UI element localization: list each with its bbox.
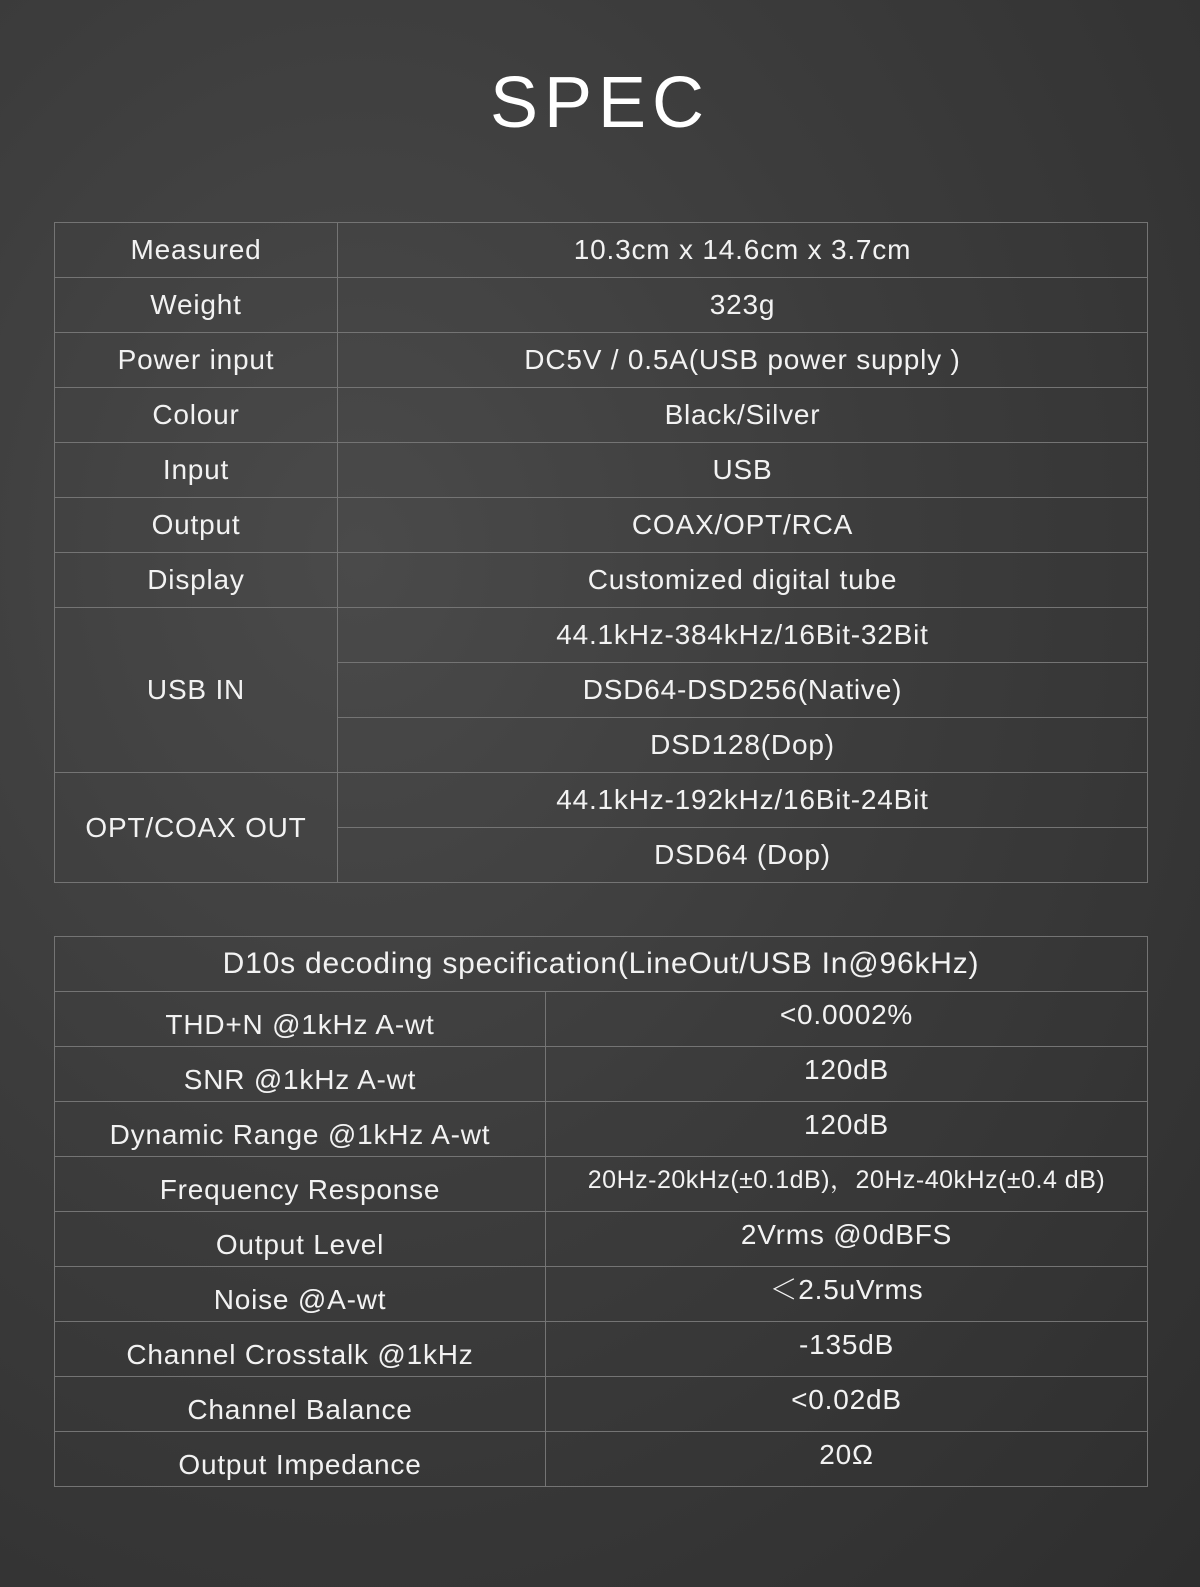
decoding-table-header: D10s decoding specification(LineOut/USB In@96kHz)	[55, 937, 1148, 992]
spec-value-output: COAX/OPT/RCA	[338, 498, 1148, 553]
decoding-value-channel-balance: <0.02dB	[546, 1377, 1148, 1432]
spec-value-usb-in-pcm: 44.1kHz-384kHz/16Bit-32Bit	[338, 608, 1148, 663]
decoding-value-output-level: 2Vrms @0dBFS	[546, 1212, 1148, 1267]
spec-value-power-input: DC5V / 0.5A(USB power supply )	[338, 333, 1148, 388]
spec-value-weight: 323g	[338, 278, 1148, 333]
decoding-param-snr: SNR @1kHz A-wt	[55, 1047, 546, 1102]
decoding-param-output-impedance: Output Impedance	[55, 1432, 546, 1487]
spec-label-output: Output	[55, 498, 338, 553]
decoding-param-frequency-response: Frequency Response	[55, 1157, 546, 1212]
spec-label-input: Input	[55, 443, 338, 498]
spec-value-measured: 10.3cm x 14.6cm x 3.7cm	[338, 223, 1148, 278]
decoding-param-thd-n: THD+N @1kHz A-wt	[55, 992, 546, 1047]
decoding-param-noise: Noise @A-wt	[55, 1267, 546, 1322]
spec-value-usb-in-dsd-dop: DSD128(Dop)	[338, 718, 1148, 773]
spec-value-colour: Black/Silver	[338, 388, 1148, 443]
table-row	[55, 443, 1148, 498]
decoding-value-thd-n: <0.0002%	[546, 992, 1148, 1047]
table-row	[55, 992, 1148, 1047]
table-row	[55, 333, 1148, 388]
spec-label-power-input: Power input	[55, 333, 338, 388]
spec-table	[54, 222, 1148, 883]
spec-value-opt-coax-out-pcm: 44.1kHz-192kHz/16Bit-24Bit	[338, 773, 1148, 828]
decoding-value-noise: ＜2.5uVrms	[546, 1267, 1148, 1322]
spec-label-measured: Measured	[55, 223, 338, 278]
table-row	[55, 498, 1148, 553]
spec-value-display: Customized digital tube	[338, 553, 1148, 608]
table-row	[55, 1432, 1148, 1487]
table-row	[55, 608, 1148, 663]
table-row	[55, 1267, 1148, 1322]
table-row	[55, 1322, 1148, 1377]
table-row	[55, 278, 1148, 333]
table-row	[55, 223, 1148, 278]
decoding-value-dynamic-range: 120dB	[546, 1102, 1148, 1157]
decoding-spec-table	[54, 936, 1148, 1487]
table-row	[55, 1212, 1148, 1267]
decoding-value-output-impedance: 20Ω	[546, 1432, 1148, 1487]
spec-label-opt-coax-out: OPT/COAX OUT	[55, 773, 338, 883]
decoding-value-frequency-response: 20Hz-20kHz(±0.1dB)，20Hz-40kHz(±0.4 dB)	[546, 1157, 1148, 1212]
table-row	[55, 1047, 1148, 1102]
spec-value-usb-in-dsd-native: DSD64-DSD256(Native)	[338, 663, 1148, 718]
decoding-param-channel-crosstalk: Channel Crosstalk @1kHz	[55, 1322, 546, 1377]
table-row	[55, 1377, 1148, 1432]
decoding-param-dynamic-range: Dynamic Range @1kHz A-wt	[55, 1102, 546, 1157]
table-header-row	[55, 937, 1148, 992]
spec-label-display: Display	[55, 553, 338, 608]
table-row	[55, 553, 1148, 608]
table-row	[55, 388, 1148, 443]
decoding-value-channel-crosstalk: -135dB	[546, 1322, 1148, 1377]
spec-value-opt-coax-out-dsd: DSD64 (Dop)	[338, 828, 1148, 883]
table-row	[55, 1157, 1148, 1212]
page-title: SPEC	[489, 63, 711, 143]
spec-label-colour: Colour	[55, 388, 338, 443]
spec-value-input: USB	[338, 443, 1148, 498]
spec-label-weight: Weight	[55, 278, 338, 333]
decoding-value-snr: 120dB	[546, 1047, 1148, 1102]
spec-label-usb-in: USB IN	[55, 608, 338, 773]
decoding-param-channel-balance: Channel Balance	[55, 1377, 546, 1432]
table-row	[55, 1102, 1148, 1157]
table-row	[55, 773, 1148, 828]
decoding-param-output-level: Output Level	[55, 1212, 546, 1267]
